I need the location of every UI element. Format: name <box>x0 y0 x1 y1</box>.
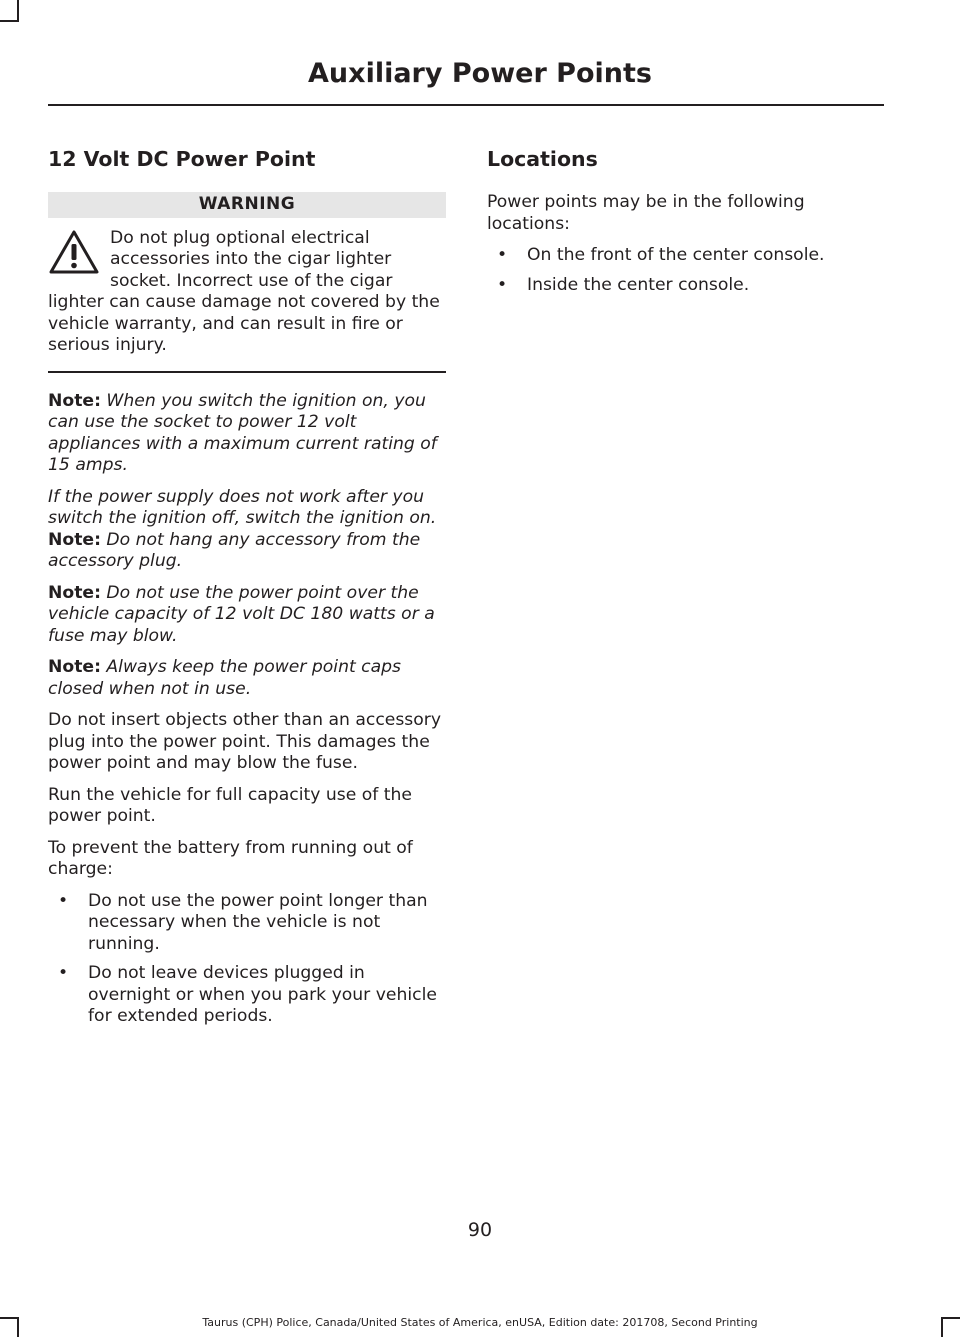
bullet-icon: • <box>58 890 69 911</box>
note-label: Note: <box>48 529 101 550</box>
note-label: Note: <box>48 582 101 603</box>
list-item <box>48 963 446 1028</box>
bullet-list <box>487 245 885 296</box>
body-paragraph: To prevent the battery from running out of charge: <box>48 837 413 879</box>
note-label: Note: <box>48 657 101 677</box>
note-label: Note: <box>48 390 101 411</box>
section-heading: 12 Volt DC Power Point <box>48 147 316 171</box>
note-paragraph <box>48 657 446 700</box>
warning-triangle-icon <box>48 228 100 276</box>
warning-box <box>48 192 446 373</box>
bullet-icon: • <box>58 963 69 983</box>
note-paragraph <box>48 391 446 477</box>
header-divider <box>48 104 884 106</box>
warning-divider <box>48 371 446 373</box>
note-text: Always keep the power point caps closed when not in use. <box>48 657 402 699</box>
note-text: Do not hang any accessory from the accessory plug. <box>48 529 421 571</box>
list-item <box>487 275 885 297</box>
right-column <box>487 146 885 306</box>
warning-body <box>48 228 446 373</box>
bullet-list <box>48 891 446 1028</box>
section-heading: Locations <box>487 147 598 171</box>
list-item <box>487 245 885 267</box>
crop-mark <box>0 20 19 22</box>
list-item-text: Do not leave devices plugged in overnight or when you park your vehicle for extended periods. <box>88 963 437 1026</box>
note-text: When you switch the ignition on, you can use the socket to power 12 volt appliances with a maximum current rating of 15 amps. <box>48 390 437 475</box>
page-title: Auxiliary Power Points <box>308 58 652 89</box>
bullet-icon: • <box>497 274 508 295</box>
note-text: If the power supply does not work after you switch the ignition off, switch the ignition on. <box>48 486 437 528</box>
list-item-text: Do not use the power point longer than necessary when the vehicle is not running. <box>88 890 428 954</box>
note-paragraph <box>48 530 446 573</box>
list-item <box>48 891 446 956</box>
footer-text: Taurus (CPH) Police, Canada/United States of America, enUSA, Edition date: 201708, Second Printing <box>202 1316 758 1329</box>
crop-mark <box>17 0 19 20</box>
note-text: Do not use the power point over the vehicle capacity of 12 volt DC 180 watts or a fuse may blow. <box>48 582 435 646</box>
list-item-text: Inside the center console. <box>527 274 750 295</box>
note-paragraph <box>48 583 446 648</box>
warning-label: WARNING <box>48 192 446 218</box>
warning-text: Do not plug optional electrical accessories into the cigar lighter socket. Incorrect use of the cigar lighter can cause damage not covered by the vehicle warranty, and can result in fire or serious injury. <box>48 227 440 355</box>
left-column <box>48 146 446 1038</box>
body-paragraph: Power points may be in the following locations: <box>487 192 805 234</box>
body-paragraph: Do not insert objects other than an accessory plug into the power point. This damages the power point and may blow the fuse. <box>48 710 442 773</box>
list-item-text: On the front of the center console. <box>527 245 825 265</box>
page-number: 90 <box>467 1219 493 1241</box>
bullet-icon: • <box>497 245 508 265</box>
body-paragraph: Run the vehicle for full capacity use of the power point. <box>48 784 412 826</box>
